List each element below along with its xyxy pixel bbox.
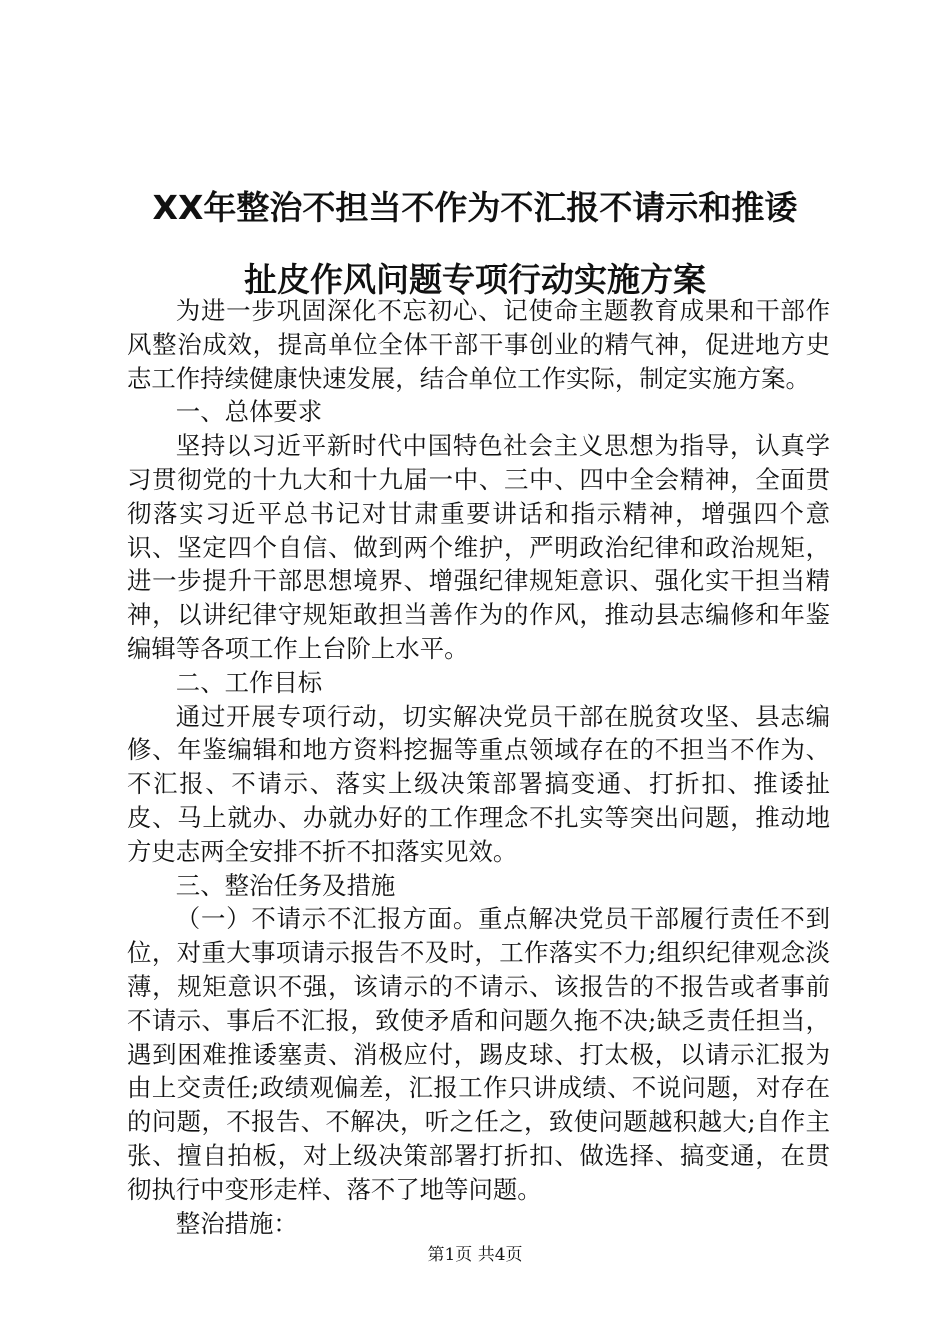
- section-heading-work-goals: 二、工作目标: [175, 667, 323, 697]
- intro-paragraph: 为进一步巩固深化不忘初心、记使命主题教育成果和干部作风整治成效，提高单位全体干部干事创业的精气神，促进地方史志工作持续健康快速发展，结合单位工作实际，制定实施方案。: [127, 296, 830, 393]
- tasks-paragraph: （一）不请示不汇报方面。重点解决党员干部履行责任不到位，对重大事项请示报告不及时，工作落实不力;组织纪律观念淡薄，规矩意识不强，该请示的不请示、该报告的不报告或者事前不请示、事后不汇报，致使矛盾和问题久拖不决;缺乏责任担当，遇到困难推诿塞责、消极应付，踢皮球、打太极，以请示汇报为由上交责任;政绩观偏差，汇报工作只讲成绩、不说问题，对存在的问题，不报告、不解决，听之任之，致使问题越积越大;自作主张、擅自拍板，对上级决策部署打折扣、做选择、搞变通，在贯彻执行中变形走样、落不了地等问题。: [127, 904, 830, 1204]
- general-requirements-paragraph: 坚持以习近平新时代中国特色社会主义思想为指导，认真学习贯彻党的十九大和十九届一中、三中、四中全会精神，全面贯彻落实习近平总书记对甘肃重要讲话和指示精神，增强四个意识、坚定四个自信、做到两个维护，严明政治纪律和政治规矩，进一步提升干部思想境界、增强纪律规矩意识、强化实干担当精神，以讲纪律守规矩敢担当善作为的作风，推动县志编修和年鉴编辑等各项工作上台阶上水平。: [127, 431, 830, 663]
- section-heading-general-requirements: 一、总体要求: [175, 397, 323, 427]
- document-body: [127, 294, 830, 1240]
- measures-heading: 整治措施：: [175, 1208, 298, 1238]
- document-title-line-1: XX年整治不担当不作为不汇报不请示和推诿: [152, 188, 798, 227]
- page-number: 第1页 共4页: [427, 1245, 523, 1265]
- document-title-line-2: 扯皮作风问题专项行动实施方案: [244, 260, 706, 299]
- work-goals-paragraph: 通过开展专项行动，切实解决党员干部在脱贫攻坚、县志编修、年鉴编辑和地方资料挖掘等重点领域存在的不担当不作为、不汇报、不请示、落实上级决策部署搞变通、打折扣、推诿扯皮、马上就办、办就办好的工作理念不扎实等突出问题，推动地方史志两全安排不折不扣落实见效。: [127, 701, 830, 866]
- section-heading-tasks-measures: 三、整治任务及措施: [175, 870, 396, 900]
